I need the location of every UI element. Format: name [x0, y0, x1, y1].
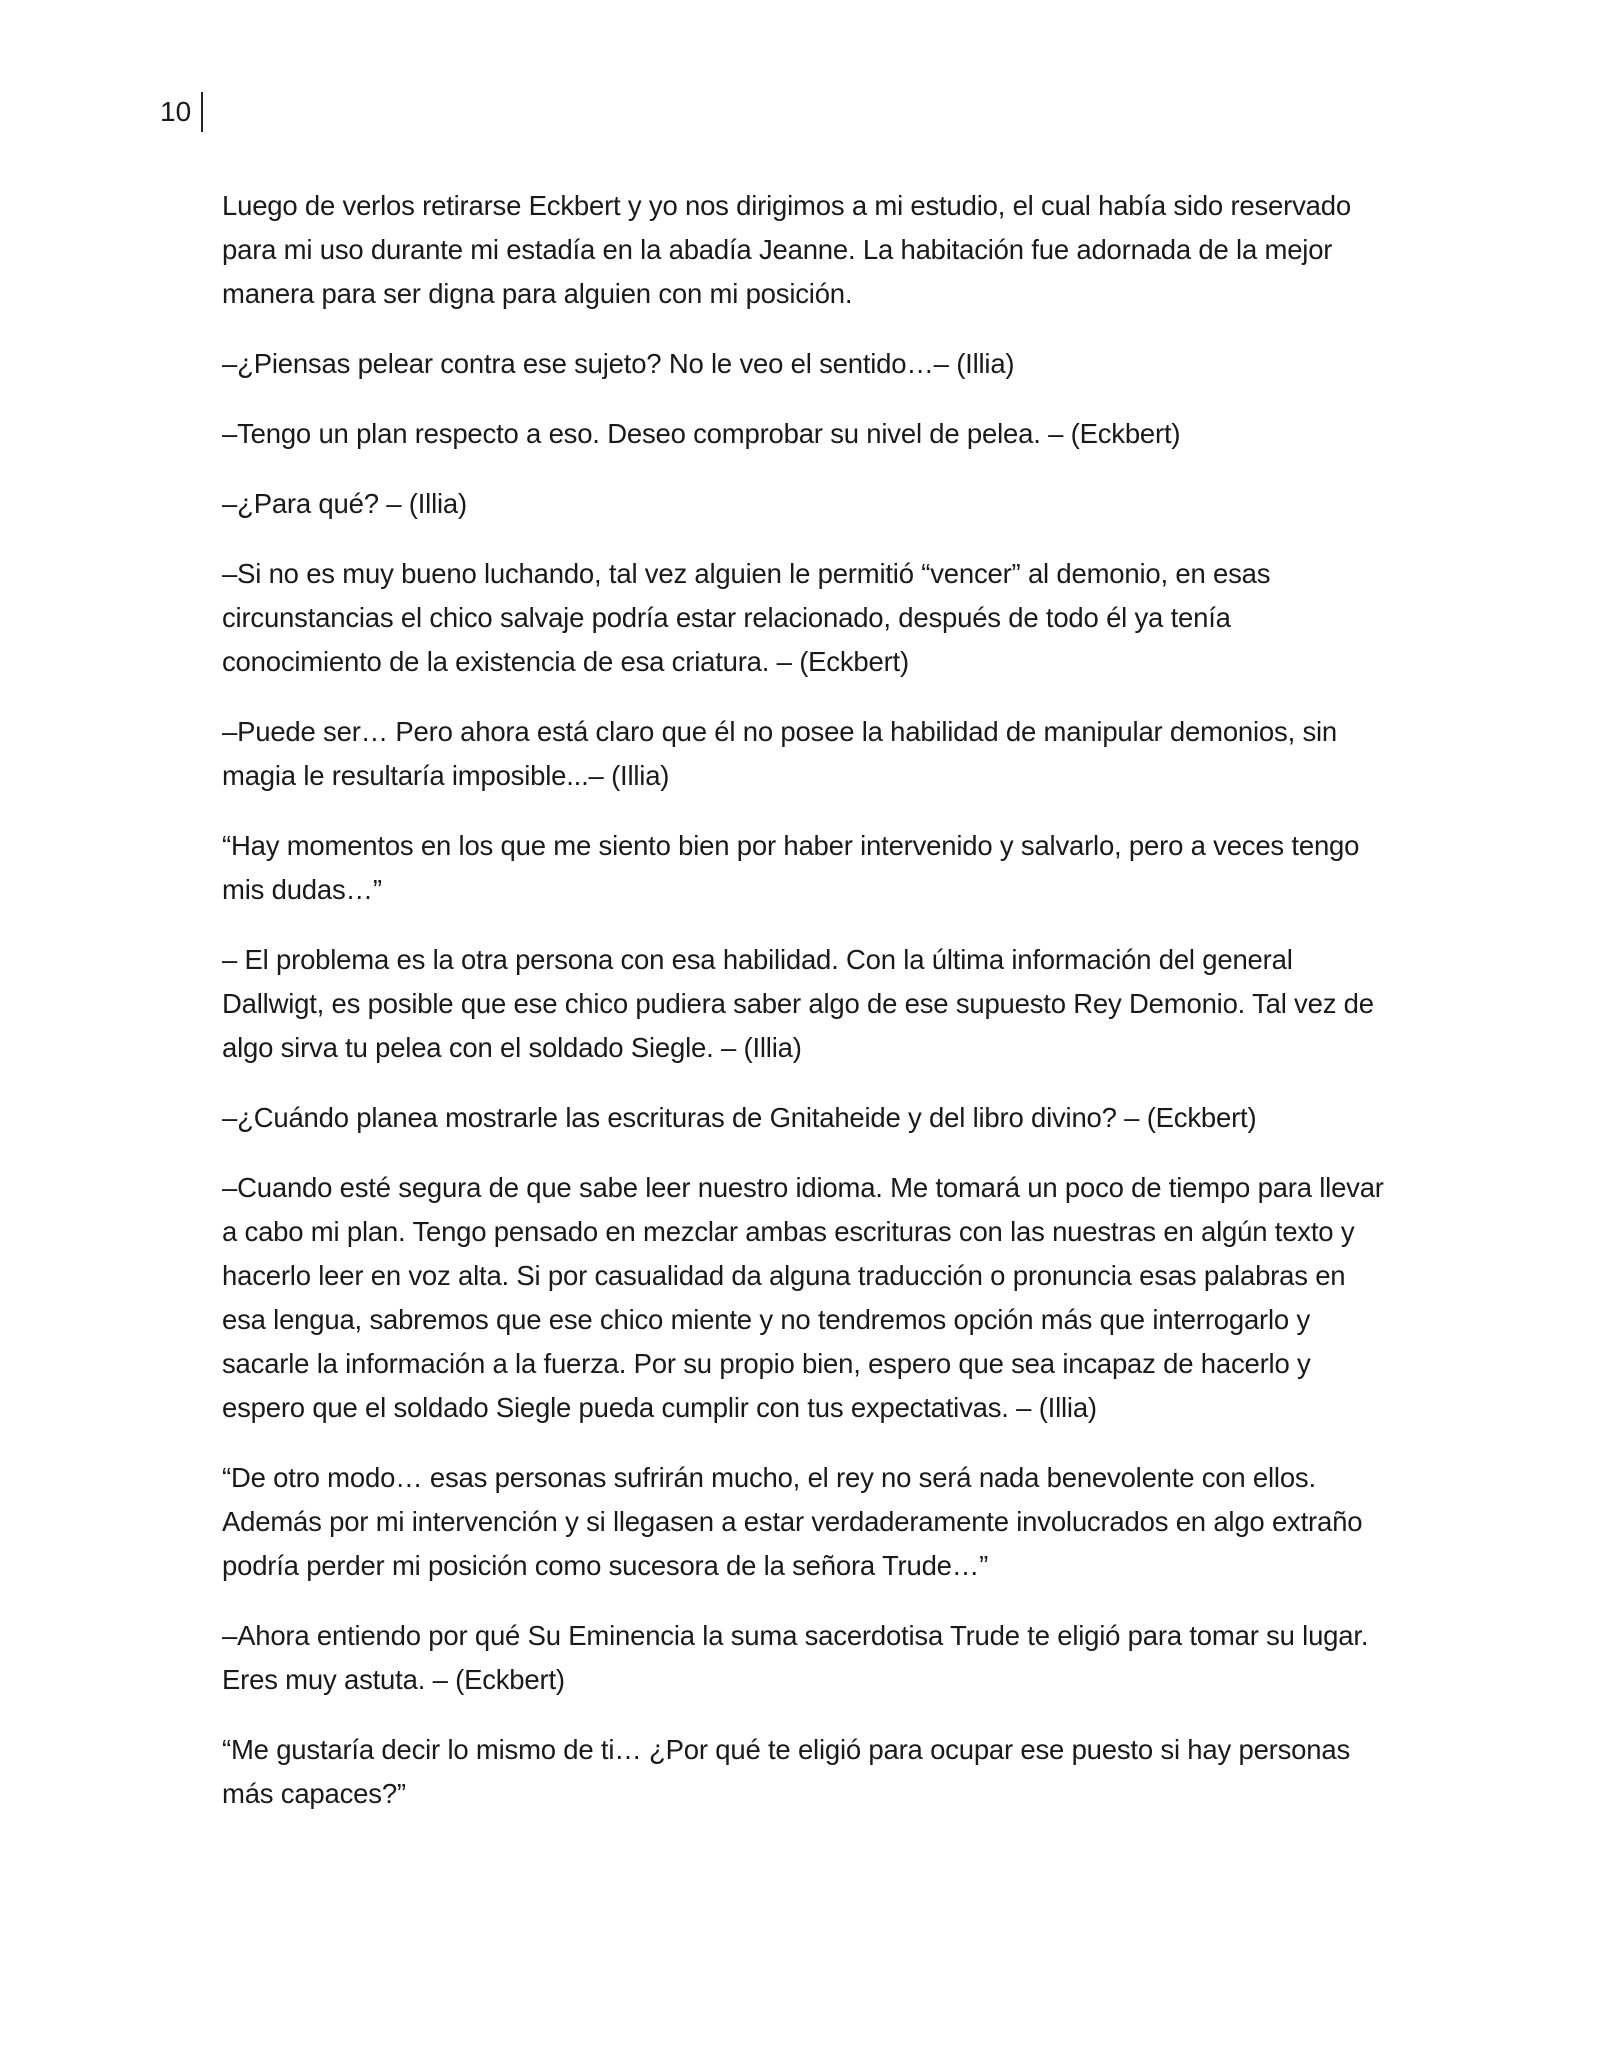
paragraph: – El problema es la otra persona con esa habilidad. Con la última información del general Dallwigt, es posible que ese chico pudiera saber algo de ese supuesto Rey Demonio. Tal vez de algo sirva tu pelea con el soldado Siegle. – (Illia): [222, 944, 1374, 1063]
paragraph: “De otro modo… esas personas sufrirán mucho, el rey no será nada benevolente con ellos. Además por mi intervención y si llegasen a estar verdaderamente involucrados en algo extraño podría perder mi posición como sucesora de la señora Trude…”: [222, 1462, 1363, 1581]
paragraph: –¿Cuándo planea mostrarle las escrituras de Gnitaheide y del libro divino? – (Eckbert): [222, 1102, 1257, 1133]
paragraph: –Si no es muy bueno luchando, tal vez alguien le permitió “vencer” al demonio, en esas circunstancias el chico salvaje podría estar relacionado, después de todo él ya tenía conocimiento de la existencia de esa criatura. – (Eckbert): [222, 558, 1271, 677]
paragraph: –¿Para qué? – (Illia): [222, 488, 467, 519]
paragraph: –Tengo un plan respecto a eso. Deseo comprobar su nivel de pelea. – (Eckbert): [222, 418, 1181, 449]
paragraph: –Ahora entiendo por qué Su Eminencia la suma sacerdotisa Trude te eligió para tomar su lugar. Eres muy astuta. – (Eckbert): [222, 1620, 1369, 1695]
page-number: 10: [160, 92, 203, 132]
paragraph: “Me gustaría decir lo mismo de ti… ¿Por qué te eligió para ocupar ese puesto si hay personas más capaces?”: [222, 1734, 1351, 1809]
paragraph: –Puede ser… Pero ahora está claro que él no posee la habilidad de manipular demonios, sin magia le resultaría imposible...– (Illia): [222, 716, 1338, 791]
document-body: [222, 184, 1392, 1842]
page-header: [160, 92, 203, 132]
paragraph: –¿Piensas pelear contra ese sujeto? No le veo el sentido…– (Illia): [222, 348, 1015, 379]
paragraph: –Cuando esté segura de que sabe leer nuestro idioma. Me tomará un poco de tiempo para llevar a cabo mi plan. Tengo pensado en mezclar ambas escrituras con las nuestras en algún texto y hacerlo leer en voz alta. Si por casualidad da alguna traducción o pronuncia esas palabras en esa lengua, sabremos que ese chico miente y no tendremos opción más que interrogarlo y sacarle la información a la fuerza. Por su propio bien, espero que sea incapaz de hacerlo y espero que el soldado Siegle pueda cumplir con tus expectativas. – (Illia): [222, 1172, 1384, 1423]
paragraph: “Hay momentos en los que me siento bien por haber intervenido y salvarlo, pero a veces tengo mis dudas…”: [222, 830, 1360, 905]
paragraph: Luego de verlos retirarse Eckbert y yo nos dirigimos a mi estudio, el cual había sido reservado para mi uso durante mi estadía en la abadía Jeanne. La habitación fue adornada de la mejor manera para ser digna para alguien con mi posición.: [222, 190, 1351, 309]
